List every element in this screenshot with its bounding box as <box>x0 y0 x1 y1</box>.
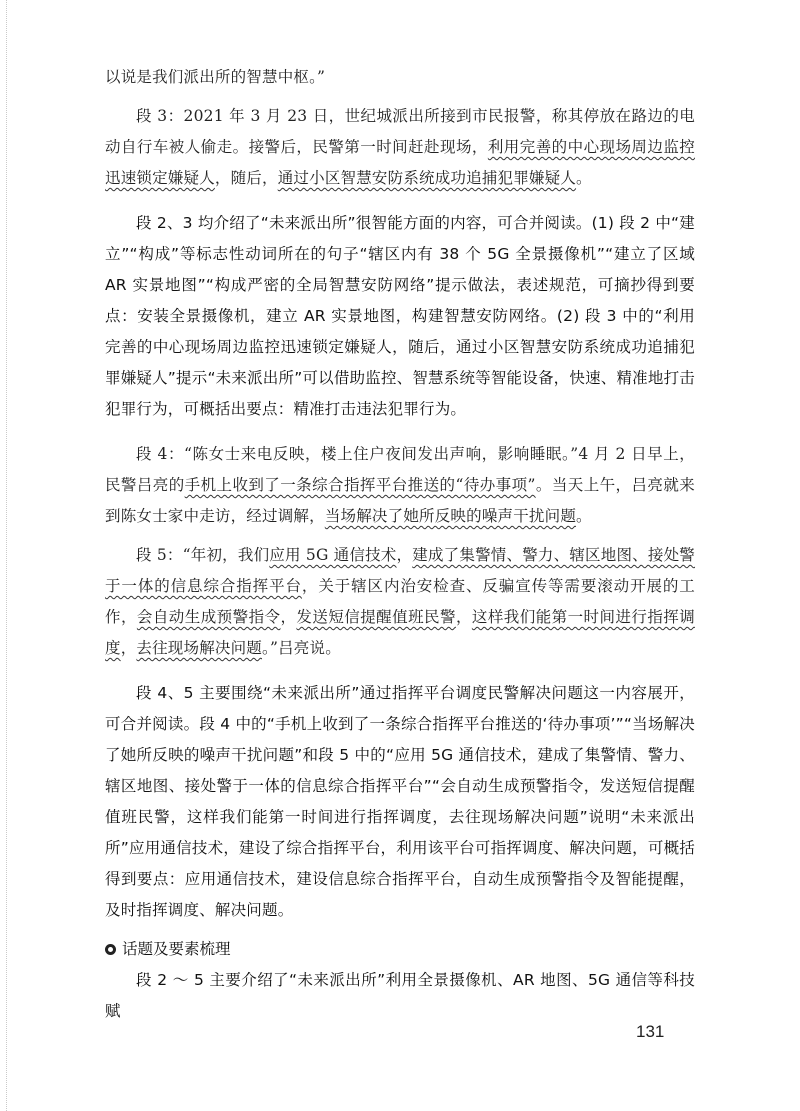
underlined-phrase: 通过小区智慧安防系统成功追捕犯罪嫌疑人 <box>277 169 577 187</box>
underlined-phrase: 手机上收到了一条综合指挥平台推送的“待办事项” <box>184 476 536 494</box>
underlined-phrase: 这样我们能第一时间进行指挥调度 <box>105 608 695 657</box>
underlined-phrase: 建成了集警情、警力、辖区地图、接处警于一体的信息综合指挥平台 <box>105 546 696 595</box>
paragraph-5: 段 5：“年初，我们应用 5G 通信技术，建成了集警情、警力、辖区地图、接处警于一体的信息综合指挥平台，关于辖区内治安检查、反骗宣传等需要滚动开展的工作，会自动生成预警指令，发送短信提醒值班民警，这样我们能第一时间进行指挥调度，去往现场解决问题。”吕亮说。 <box>105 546 696 657</box>
analysis-paragraph-3: 段 2 ～ 5 主要介绍了“未来派出所”利用全景摄像机、AR 地图、5G 通信等科技赋 <box>105 971 695 1020</box>
underlined-phrase: 发送短信提醒值班民警 <box>296 608 456 626</box>
carryover-line: 以说是我们派出所的智慧中枢。” <box>105 68 326 86</box>
bullet-icon <box>105 944 116 955</box>
underlined-phrase: 利用完善的中心现场周边监控迅速锁定嫌疑人 <box>105 138 695 187</box>
underlined-phrase: 应用 5G 通信技术 <box>269 546 397 564</box>
text-body <box>105 62 695 1027</box>
page-number: 131 <box>636 1022 665 1041</box>
underlined-phrase: 当场解决了她所反映的噪声干扰问题 <box>324 507 577 525</box>
analysis-paragraph-1: 段 2、3 均介绍了“未来派出所”很智能方面的内容，可合并阅读。(1) 段 2 中“建立”“构成”等标志性动词所在的句子“辖区内有 38 个 5G 全景摄像机”“建立了区域 AR 实景地图”“构成严密的全局智慧安防网络”提示做法，表述规范，可摘抄得到要点：安装全景摄像机，建立 AR 实景地图，构建智慧安防网络。(2) 段 3 中的“利用完善的中心现场周边监控迅速锁定嫌疑人，随后，通过小区智慧安防系统成功追捕犯罪嫌疑人”提示“未来派出所”可以借助监控、智慧系统等智能设备，快速、精准地打击犯罪行为，可概括出要点：精准打击违法犯罪行为。 <box>105 214 695 418</box>
paragraph-3: 段 3：2021 年 3 月 23 日，世纪城派出所接到市民报警，称其停放在路边的电动自行车被人偷走。接警后，民警第一时间赶赴现场，利用完善的中心现场周边监控迅速锁定嫌疑人，随后，通过小区智慧安防系统成功追捕犯罪嫌疑人。 <box>105 107 695 187</box>
analysis-paragraph-2: 段 4、5 主要围绕“未来派出所”通过指挥平台调度民警解决问题这一内容展开，可合并阅读。段 4 中的“手机上收到了一条综合指挥平台推送的‘待办事项’”“当场解决了她所反映的噪声干扰问题”和段 5 中的“应用 5G 通信技术，建成了集警情、警力、辖区地图、接处警于一体的信息综合指挥平台”“会自动生成预警指令，发送短信提醒值班民警，这样我们能第一时间进行指挥调度，去往现场解决问题”说明“未来派出所”应用通信技术，建设了综合指挥平台，利用该平台可指挥调度、解决问题，可概括得到要点：应用通信技术，建设信息综合指挥平台，自动生成预警指令及智能提醒，及时指挥调度、解决问题。 <box>105 684 695 919</box>
paragraph-4: 段 4：“陈女士来电反映，楼上住户夜间发出声响，影响睡眠。”4 月 2 日早上，民警吕亮的手机上收到了一条综合指挥平台推送的“待办事项”。当天上午，吕亮就来到陈女士家中走访，经过调解，当场解决了她所反映的噪声干扰问题。 <box>105 445 695 525</box>
underlined-phrase: 去往现场解决问题 <box>136 639 263 657</box>
section-heading: 话题及要素梳理 <box>105 934 695 965</box>
underlined-phrase: 会自动生成预警指令 <box>136 608 281 626</box>
page-edge-divider <box>6 0 8 1111</box>
